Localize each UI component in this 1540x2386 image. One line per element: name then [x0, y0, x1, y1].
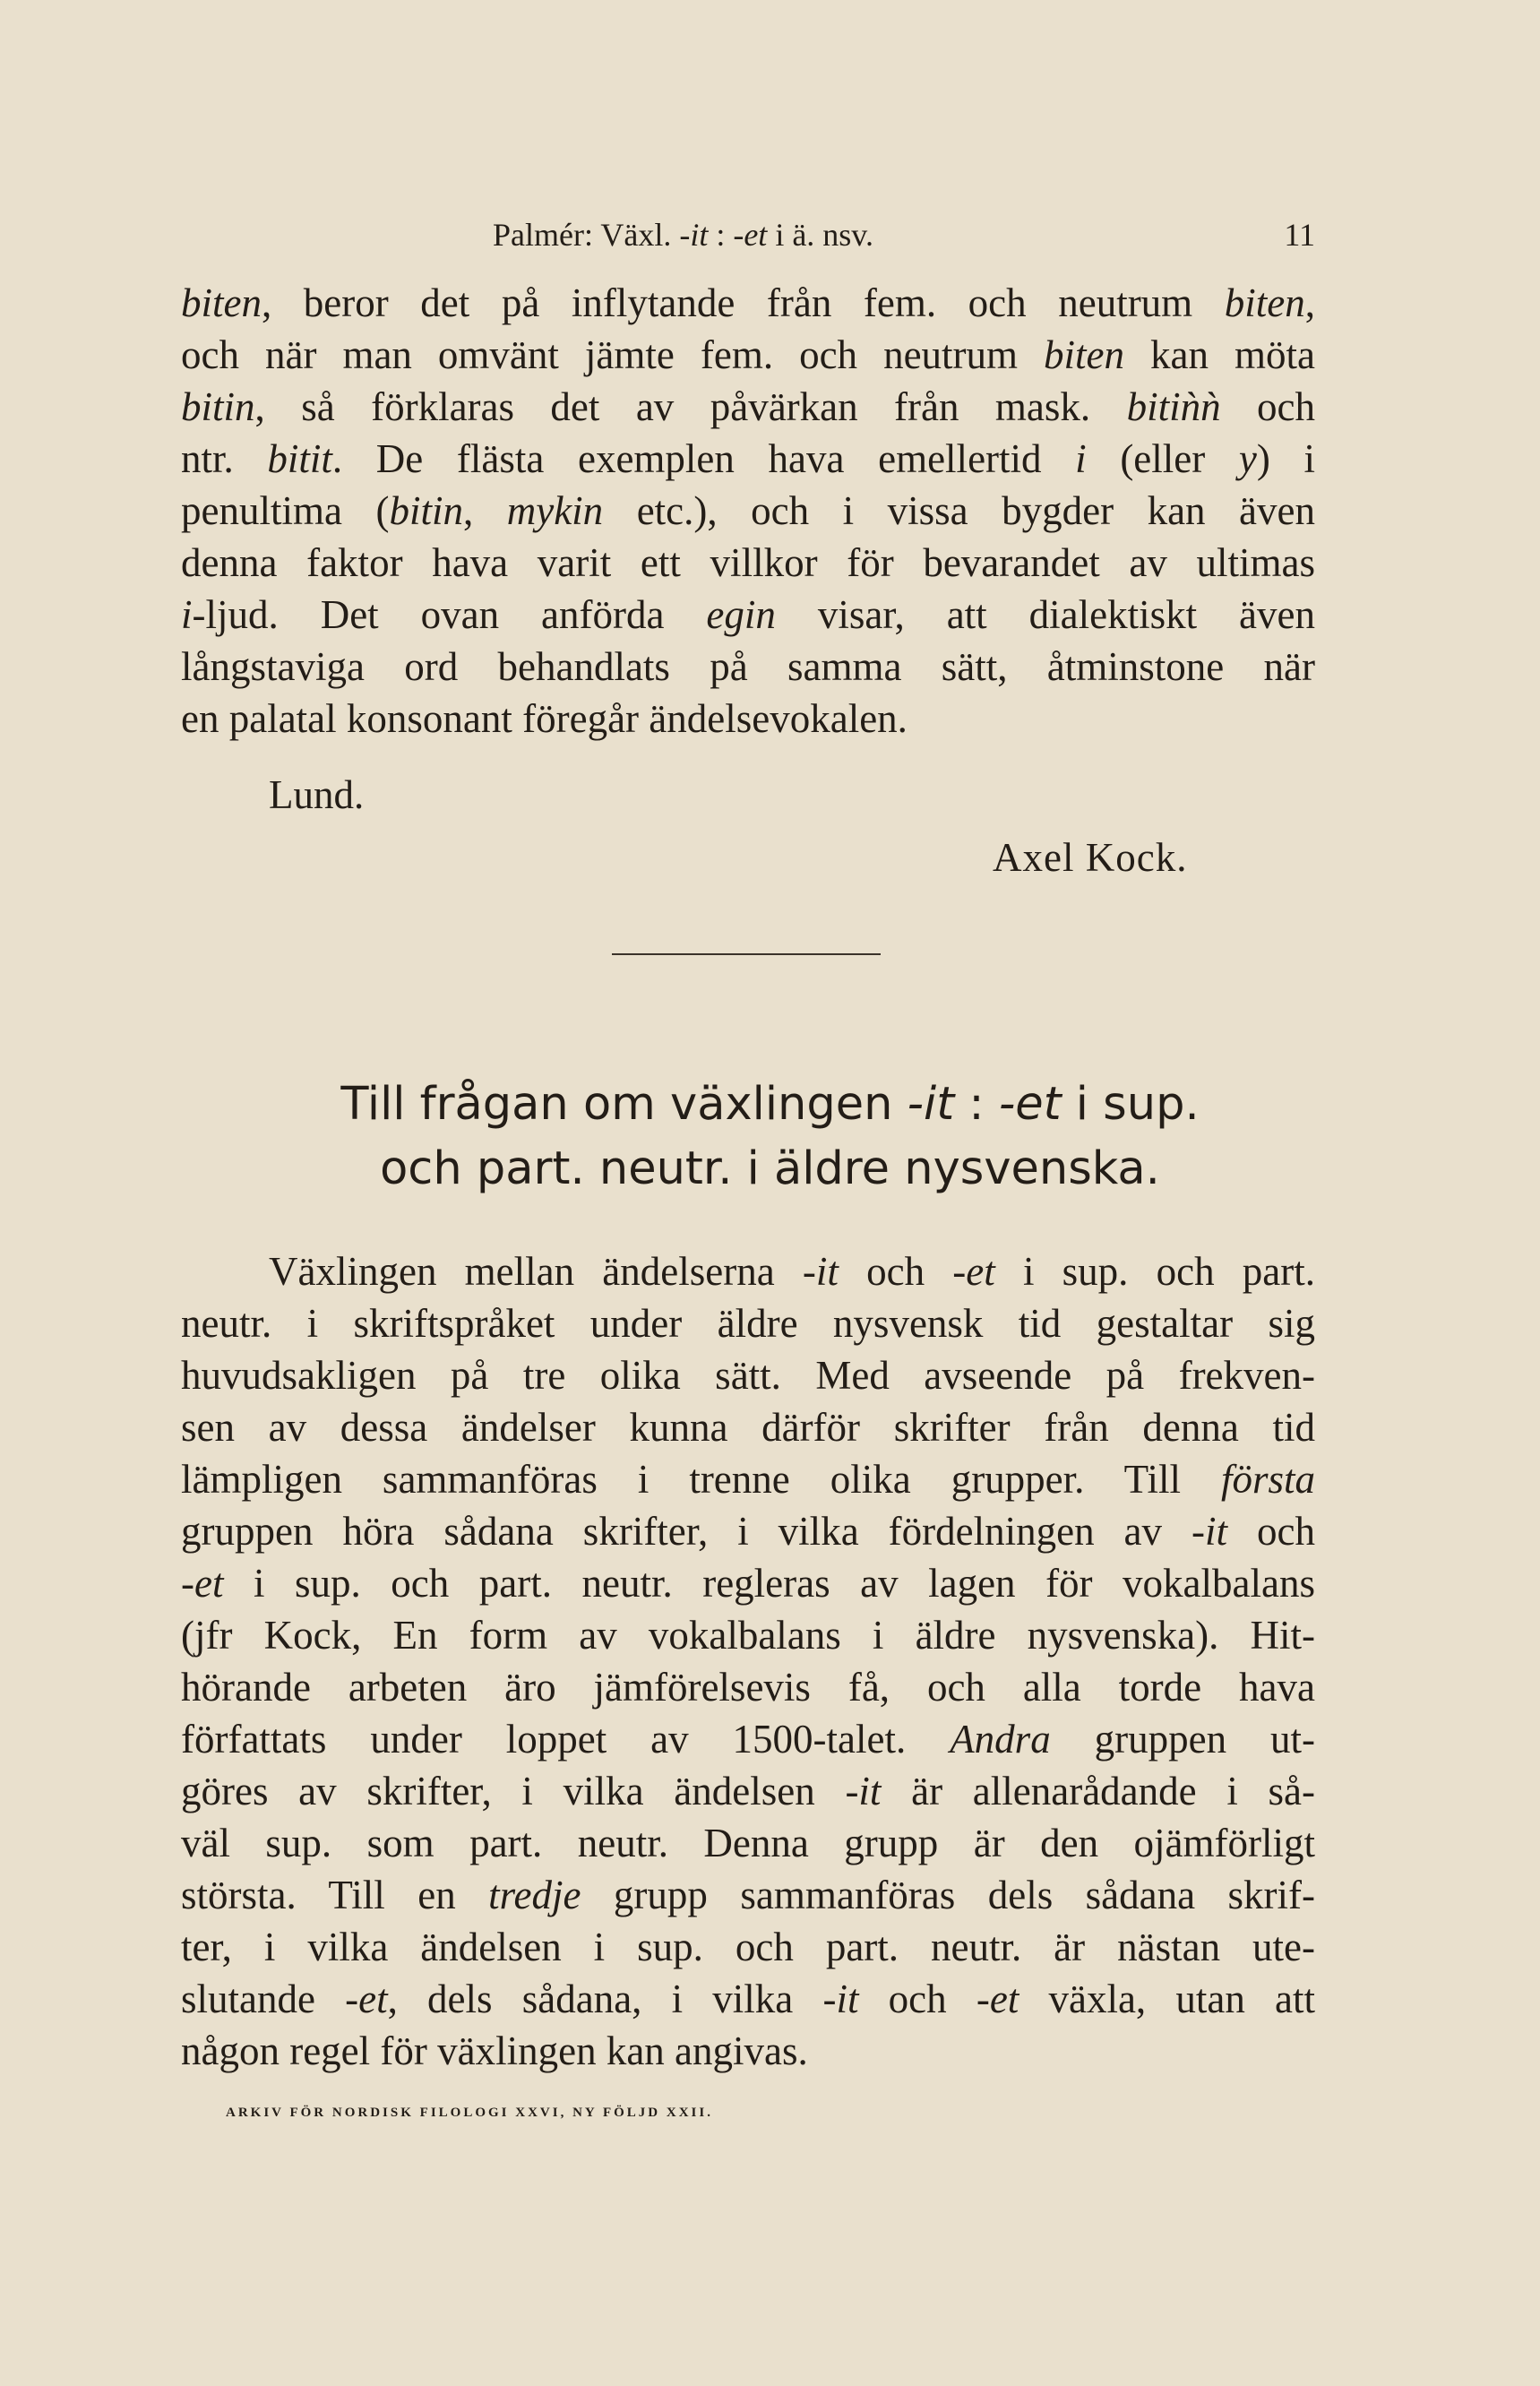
- text-run: Växlingen mellan ändelserna: [269, 1249, 803, 1294]
- text-run: , dels sådana, i vilka: [387, 1977, 823, 2021]
- text-line: någon regel för växlingen kan angivas.: [181, 2029, 808, 2073]
- text-line: [181, 1713, 1315, 1765]
- word-italic: bitin: [181, 384, 255, 429]
- text-run: och: [838, 1249, 953, 1294]
- text-line: hörande arbeten äro jämförelsevis få, och alla torde hava: [181, 1665, 1315, 1710]
- text-run: -ljud. Det ovan anförda: [192, 592, 707, 637]
- word-italic: bitit: [267, 436, 332, 481]
- text-run: ) i: [1256, 436, 1315, 481]
- word-italic: -it: [845, 1769, 882, 1813]
- place-name: Lund.: [269, 772, 365, 817]
- word-italic: första: [1220, 1457, 1315, 1502]
- text-line: [181, 1869, 1315, 1921]
- text-run: lämpligen sammanföras i trenne olika grupper. Till: [181, 1457, 1221, 1502]
- word-italic: biten: [1224, 280, 1305, 325]
- title-italic: -it: [907, 1078, 955, 1131]
- title-italic: -et: [998, 1078, 1062, 1131]
- text-run: , beror det på inflytande från fem. och neutrum: [261, 280, 1225, 325]
- word-italic: -et: [976, 1977, 1019, 2021]
- text-line: [181, 1765, 1315, 1817]
- header-title-b: i ä. nsv.: [767, 217, 873, 253]
- text-run: författats under loppet av 1500-talet.: [181, 1717, 951, 1762]
- text-run: gruppen ut-: [1050, 1717, 1315, 1762]
- text-run: ntr.: [181, 436, 268, 481]
- running-header: [493, 213, 1315, 256]
- word-italic: i: [1075, 436, 1087, 481]
- header-author: Palmér:: [493, 217, 593, 253]
- header-title-et: -et: [733, 217, 768, 253]
- word-italic: -et: [952, 1249, 995, 1294]
- text-line: [181, 589, 1315, 641]
- text-run: gruppen höra sådana skrifter, i vilka fördelningen av: [181, 1509, 1192, 1554]
- word-italic: -it: [822, 1977, 859, 2021]
- text-run: , så förklaras det av påvärkan från mask.: [254, 384, 1127, 429]
- text-line: [181, 485, 1315, 537]
- text-run: (eller: [1086, 436, 1239, 481]
- word-italic: -it: [1192, 1509, 1228, 1554]
- text-run: grupp sammanföras dels sådana skrif-: [581, 1873, 1316, 1917]
- text-line: [181, 277, 1315, 329]
- word-italic: tredje: [488, 1873, 581, 1917]
- text-run: penultima (: [181, 488, 390, 533]
- signature: Axel Kock.: [993, 835, 1188, 880]
- word-italic: y: [1238, 436, 1257, 481]
- title-run: :: [954, 1078, 999, 1131]
- text-run: och när man omvänt jämte fem. och neutrum: [181, 332, 1045, 377]
- text-line: [181, 381, 1315, 433]
- page-number: 11: [1284, 217, 1315, 253]
- text-line: neutr. i skriftspråket under äldre nysvensk tid gestaltar sig: [181, 1301, 1315, 1346]
- text-run: visar, att dialektiskt även: [775, 592, 1315, 637]
- word-italic: i: [181, 592, 193, 637]
- text-line: (jfr Kock, En form av vokalbalans i äldre nysvenska). Hit-: [181, 1613, 1315, 1658]
- word-italic: bitiǹǹ: [1126, 384, 1221, 429]
- word-italic: biten: [1044, 332, 1125, 377]
- word-italic: -et: [345, 1977, 388, 2021]
- text-line: [181, 329, 1315, 381]
- text-line: ter, i vilka ändelsen i sup. och part. neutr. är nästan ute-: [181, 1925, 1315, 1969]
- text-run: göres av skrifter, i vilka ändelsen: [181, 1769, 846, 1813]
- text-line: denna faktor hava varit ett villkor för bevarandet av ultimas: [181, 540, 1315, 585]
- text-run: i sup. och part. neutr. regleras av lagen för vokalbalans: [223, 1561, 1315, 1606]
- text-run: största. Till en: [181, 1873, 489, 1917]
- text-run: i sup. och part.: [994, 1249, 1315, 1294]
- header-title-it: -it: [679, 217, 709, 253]
- text-line: [181, 1453, 1315, 1505]
- text-run: och: [1227, 1509, 1315, 1554]
- title-run: i sup.: [1061, 1078, 1200, 1131]
- text-line: sen av dessa ändelser kunna därför skrifter från denna tid: [181, 1405, 1315, 1450]
- text-line: [181, 433, 1315, 485]
- word-italic: -it: [802, 1249, 839, 1294]
- text-line: en palatal konsonant föregår ändelsevokalen.: [181, 696, 908, 741]
- article-title-line2: och part. neutr. i äldre nysvenska.: [380, 1142, 1160, 1195]
- word-italic: -et: [181, 1561, 224, 1606]
- word-italic: Andra: [950, 1717, 1051, 1762]
- article-title: [134, 1073, 1406, 1136]
- text-run: växla, utan att: [1019, 1977, 1316, 2021]
- text-run: etc.), och i vissa bygder kan även: [603, 488, 1315, 533]
- text-run: kan möta: [1124, 332, 1315, 377]
- word-italic: egin: [706, 592, 776, 637]
- text-run: . De flästa exemplen hava emellertid: [331, 436, 1076, 481]
- section-divider: [612, 953, 881, 955]
- text-run: är allenarådande i så-: [881, 1769, 1315, 1813]
- title-run: Till frågan om växlingen: [340, 1078, 908, 1131]
- text-run: slutande: [181, 1977, 346, 2021]
- text-line: huvudsakligen på tre olika sätt. Med avseende på frekven-: [181, 1353, 1315, 1398]
- word-italic: mykin: [506, 488, 604, 533]
- text-line: [181, 1973, 1315, 2025]
- text-run: ,: [462, 488, 507, 533]
- header-title-a: Växl.: [600, 217, 680, 253]
- word-italic: bitin: [389, 488, 463, 533]
- text-run: ,: [1304, 280, 1315, 325]
- signature-footer: ARKIV FÖR NORDISK FILOLOGI XXVI, NY FÖLJD XXII.: [226, 2106, 713, 2120]
- text-line: [269, 1245, 1315, 1297]
- text-line: väl sup. som part. neutr. Denna grupp är den ojämförligt: [181, 1821, 1315, 1865]
- text-run: och: [858, 1977, 976, 2021]
- word-italic: biten: [181, 280, 262, 325]
- text-run: och: [1220, 384, 1315, 429]
- text-line: långstaviga ord behandlats på samma sätt, åtminstone när: [181, 644, 1315, 689]
- header-title-sep: :: [708, 217, 734, 253]
- text-line: [181, 1557, 1315, 1609]
- text-line: [181, 1505, 1315, 1557]
